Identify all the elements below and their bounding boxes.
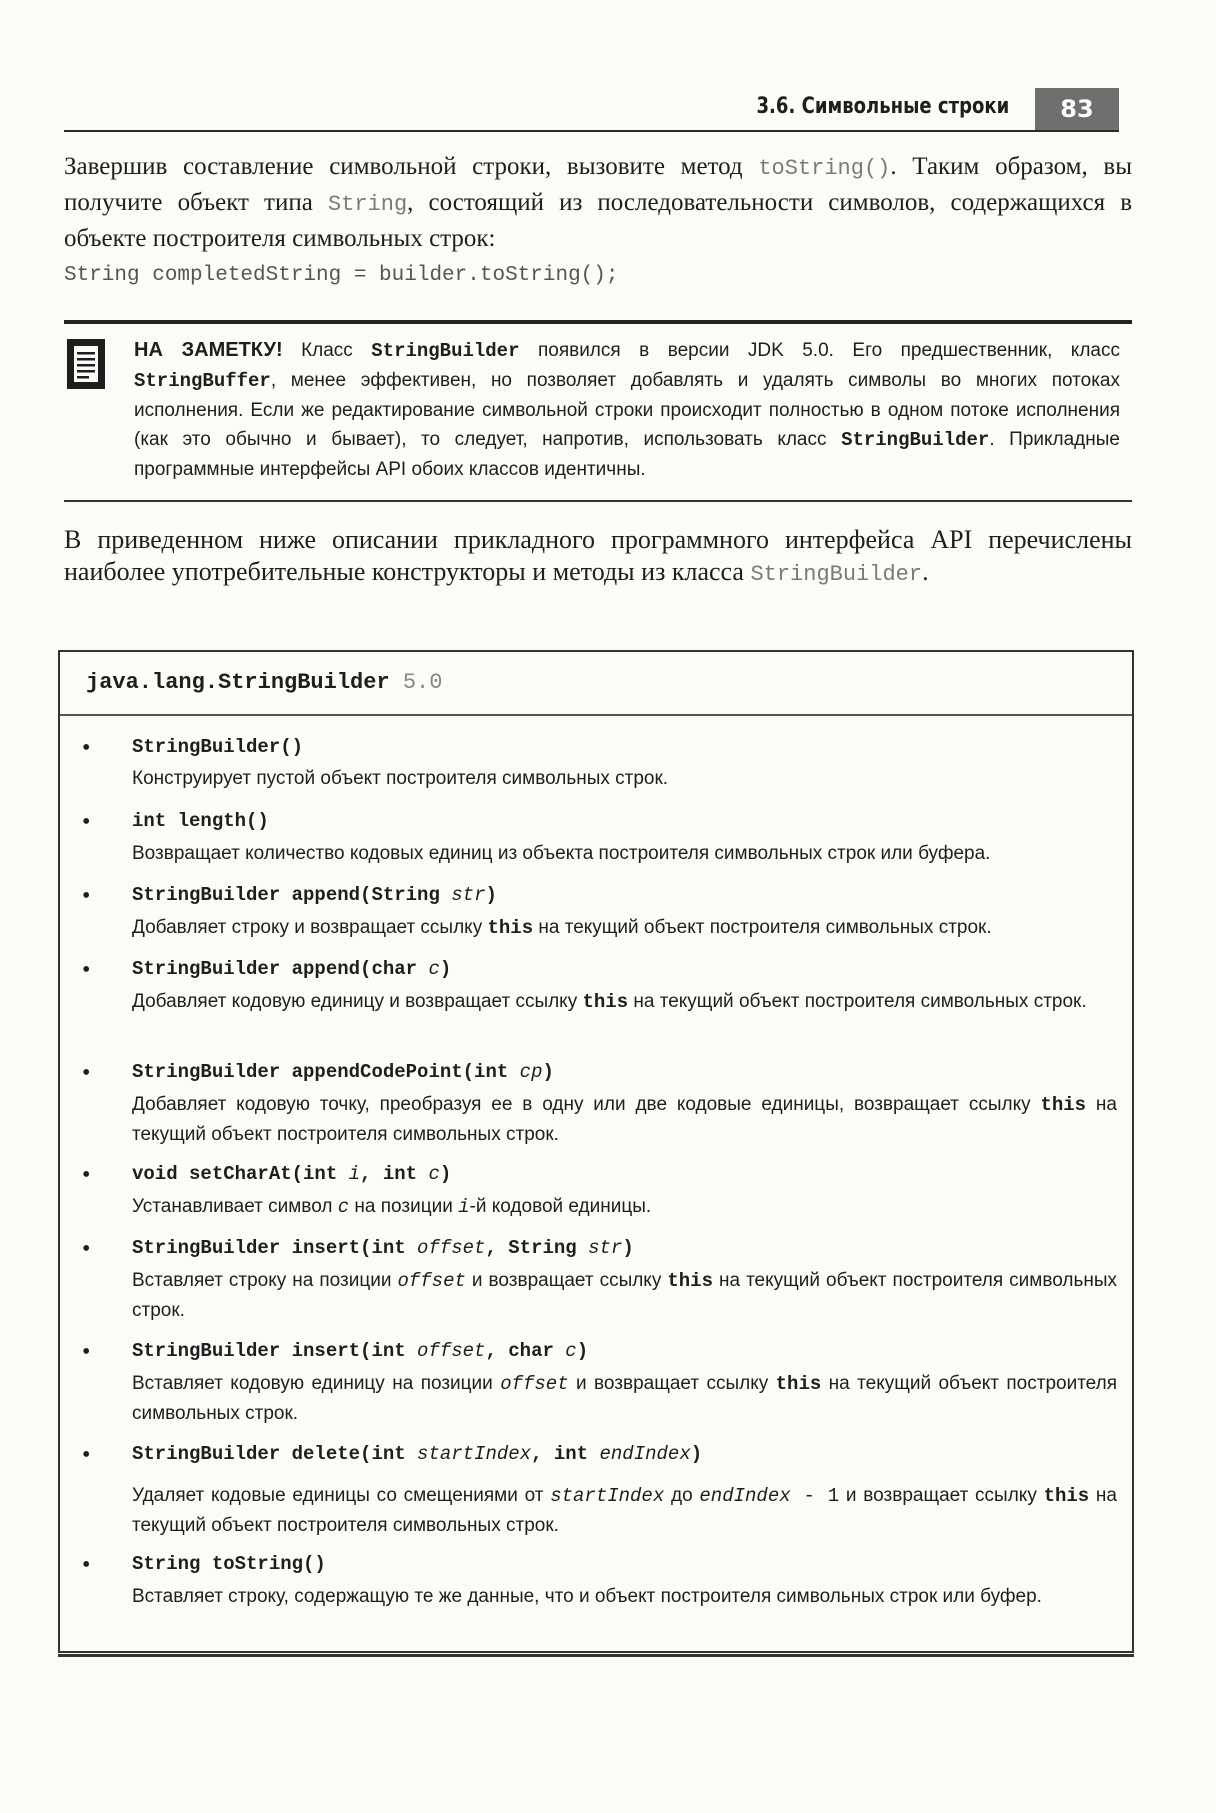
text: Удаляет кодовые единицы со смещениями от [132,1485,551,1506]
text: появился в версии JDK 5.0. Его предшественник, класс [519,340,1120,361]
keyword: this [1043,1485,1090,1507]
sig-part: ) [690,1443,703,1465]
keyword: this [582,991,629,1013]
running-header [64,86,1119,132]
keyword: this [1040,1094,1087,1116]
text: на текущий объект построителя символьных строк. [132,1270,1117,1321]
sig-part: ) [622,1237,634,1259]
text: Вставляет строку на позиции [132,1270,398,1291]
method-description [132,1192,1117,1222]
sig-param: c [565,1340,577,1362]
bullet: • [82,1339,91,1365]
sig-part: StringBuilder appendCodePoint(int [132,1061,520,1083]
section-title: 3.6. Символьные строки [756,94,1009,119]
sig-part: ) [485,884,497,906]
method-signature [132,1061,554,1083]
sig-part: StringBuilder append(String [132,884,452,906]
class-name: java.lang.StringBuilder [86,670,390,695]
method-description [132,1481,1117,1540]
inline-code: StringBuilder [841,429,990,451]
method-signature: int length() [132,810,269,832]
method-signature [132,884,497,906]
param-ref: offset [500,1373,569,1395]
param-ref: i [458,1196,470,1218]
keyword: this [667,1270,713,1292]
bullet: • [82,957,91,983]
method-signature [132,1443,702,1465]
text: Класс [282,340,372,361]
inline-code: StringBuffer [134,370,271,392]
sig-part: , String [485,1237,589,1259]
text: -й кодовой единицы. [469,1196,652,1217]
sig-part: StringBuilder insert(int [132,1237,418,1259]
api-box [58,650,1134,1653]
sig-param: str [588,1237,623,1259]
text: . Таким образом, вы получите объект типа [64,153,1132,216]
bullet: • [82,1552,91,1578]
text: Добавляет строку и возвращает ссылку [132,917,488,938]
method-description [132,1369,1117,1428]
text: на текущий объект построителя символьных строк. [132,1094,1117,1145]
paragraph-tostring [64,150,1132,256]
sig-part: ) [439,958,452,980]
method-description [132,987,1117,1017]
method-description: Конструирует пустой объект построителя символьных строк. [132,768,669,789]
text: на текущий объект построителя символьных строк. [132,1485,1117,1536]
bullet: • [82,735,91,761]
method-signature [132,1340,588,1362]
page-number: 83 [1035,88,1119,130]
bullet: • [82,1162,91,1188]
method-description: Вставляет строку, содержащую те же данные, что и объект построителя символьных строк или буфер. [132,1586,1042,1607]
sig-part: , int [360,1163,429,1185]
sig-part: StringBuilder delete(int [132,1443,418,1465]
paragraph-api-intro [64,524,1132,591]
text: , менее эффективен, но позволяет добавлять и удалять символы во многих потоках исполнения. Если же редактирование символьной строки происходит полностью в одном потоке исполнения (как это обычно и бывает), то следует, напротив, использовать класс [134,370,1120,450]
text: на текущий объект построителя символьных строк. [533,917,992,938]
text: Вставляет кодовую единицу на позиции [132,1373,501,1394]
sig-param: cp [519,1061,543,1083]
sig-part: ) [439,1163,452,1185]
note-label: НА ЗАМЕТКУ! [134,339,283,361]
sig-part: StringBuilder insert(int [132,1340,418,1362]
sig-param: startIndex [417,1443,532,1465]
sig-param: str [451,884,486,906]
method-signature [132,1237,634,1259]
text: и возвращает ссылку [839,1485,1044,1506]
method-description [132,1090,1117,1149]
text: Добавляет кодовую единицу и возвращает ссылку [132,991,583,1012]
sig-param: endIndex [599,1443,691,1465]
text: Завершив составление символьной строки, вызовите метод [64,153,759,180]
method-signature: String toString() [132,1553,326,1575]
method-signature [132,958,451,980]
text: Устанавливает символ [132,1196,338,1217]
method-signature [132,1163,451,1185]
text: на текущий объект построителя символьных строк. [132,1373,1117,1424]
sig-param: offset [417,1237,486,1259]
text: на позиции [349,1196,459,1217]
note-block [64,320,1132,502]
note-icon [66,338,106,395]
method-signature: StringBuilder() [132,736,304,758]
sig-param: offset [417,1340,486,1362]
method-description [132,913,1117,943]
bullet: • [82,883,91,909]
sig-part: void setCharAt(int [132,1163,349,1185]
method-description: Возвращает количество кодовых единиц из объекта построителя символьных строк или буфера. [132,843,991,864]
keyword: this [775,1373,822,1395]
inline-code: String [327,192,408,217]
sig-param: c [428,1163,440,1185]
sig-part: , char [485,1340,566,1362]
sig-part: , int [531,1443,600,1465]
param-ref: c [337,1196,350,1218]
text: на текущий объект построителя символьных строк. [628,991,1087,1012]
inline-code: StringBuilder [371,340,520,362]
api-version: 5.0 [402,670,443,695]
bullet: • [82,1060,91,1086]
sig-part: ) [542,1061,554,1083]
param-ref: offset [397,1270,466,1292]
code-example: String completedString = builder.toString(); [64,264,619,287]
sig-param: c [428,958,440,980]
sig-param: i [348,1163,361,1185]
text: В приведенном ниже описании прикладного программного интерфейса API перечислены наиболее употребительные конструкторы и методы из класса [64,525,1132,586]
inline-code: toString() [758,156,891,181]
sig-part: StringBuilder append(char [132,958,429,980]
param-ref: startIndex [550,1485,665,1507]
bullet: • [82,1236,91,1262]
text: . [922,557,929,586]
text: , состоящий из последовательности символов, содержащихся в объекте построителя символьных строк: [64,189,1133,252]
param-ref: endIndex [699,1485,791,1507]
keyword: this [487,917,534,939]
text: до [664,1485,700,1506]
text: и возвращает ссылку [465,1270,668,1291]
inline-code: - 1 [790,1485,840,1507]
note-text [134,336,1120,484]
bullet: • [82,1442,91,1468]
sig-part: ) [576,1340,589,1362]
bullet: • [82,809,91,835]
api-class-name [86,670,442,695]
method-description [132,1266,1117,1325]
api-header [60,652,1132,716]
inline-code: StringBuilder [750,562,923,587]
text: и возвращает ссылку [568,1373,776,1394]
text: . Прикладные программные интерфейсы API обоих классов идентичны. [134,429,1120,480]
text: Добавляет кодовую точку, преобразуя ее в одну или две кодовые единицы, возвращает ссылку [132,1094,1041,1115]
